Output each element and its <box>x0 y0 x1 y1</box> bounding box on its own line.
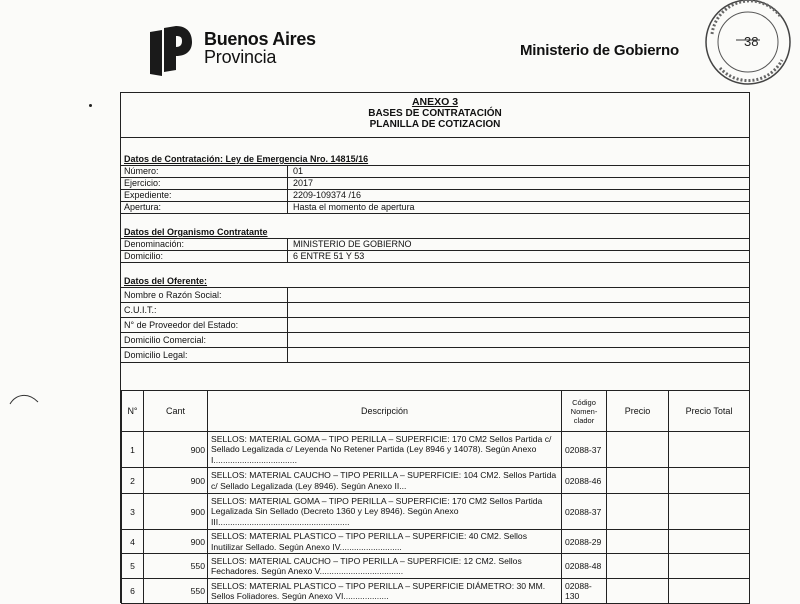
section-organismo <box>121 227 749 239</box>
field-label: Ejercicio: <box>121 178 288 189</box>
field-label: N° de Proveedor del Estado: <box>121 318 288 332</box>
row-total[interactable] <box>669 494 750 530</box>
field-value: 2017 <box>293 178 314 188</box>
col-header-precio: Precio <box>607 391 669 432</box>
annex-subtitle-2: PLANILLA DE COTIZACION <box>369 119 501 130</box>
field-row-proveedor <box>121 318 749 333</box>
field-row-ejercicio <box>121 178 749 190</box>
field-label: Domicilio Comercial: <box>121 333 288 347</box>
field-label: Nombre o Razón Social: <box>121 288 288 302</box>
row-desc: SELLOS: MATERIAL PLASTICO – TIPO PERILLA – SUPERFICIE: 40 CM2. Sellos Inutilizar Sellado. Según Anexo IV.......................... <box>208 530 562 554</box>
row-cant: 900 <box>144 468 208 494</box>
field-value: MINISTERIO DE GOBIERNO <box>293 239 412 249</box>
row-precio[interactable] <box>607 468 669 494</box>
section-contratacion-label: Datos de Contratación: Ley de Emergencia Nro. 14815/16 <box>124 154 369 164</box>
field-value-blank[interactable] <box>288 348 749 362</box>
col-header-code: Código Nomen- clador <box>562 391 607 432</box>
row-desc: SELLOS: MATERIAL GOMA – TIPO PERILLA – SUPERFICIE: 170 CM2 Sellos Partida Legalizada Sin Sellado (Decreto 1360 y Ley 8946). Según Anexo III....................................................... <box>208 494 562 530</box>
ministry-title: Ministerio de Gobierno <box>520 42 679 59</box>
row-code: 02088-48 <box>562 554 607 579</box>
row-num: 1 <box>122 432 144 468</box>
row-precio[interactable] <box>607 530 669 554</box>
section-organismo-label: Datos del Organismo Contratante <box>124 227 268 237</box>
field-row-numero <box>121 166 749 178</box>
buenos-aires-logo-icon <box>148 24 194 78</box>
field-row-cuit <box>121 303 749 318</box>
row-cant: 900 <box>144 494 208 530</box>
field-row-apertura <box>121 202 749 214</box>
field-value: 01 <box>293 166 304 176</box>
field-label: C.U.I.T.: <box>121 303 288 317</box>
row-code: 02088-37 <box>562 494 607 530</box>
col-header-cant: Cant <box>144 391 208 432</box>
brand-line-1: Buenos Aires <box>204 29 316 49</box>
row-precio[interactable] <box>607 554 669 579</box>
row-total[interactable] <box>669 554 750 579</box>
row-desc: SELLOS: MATERIAL CAUCHO – TIPO PERILLA – SUPERFICIE: 104 CM2. Sellos Partida c/ Sellado Legalizada (Ley 8946). Según Anexo II... <box>208 468 562 494</box>
row-code: 02088-37 <box>562 432 607 468</box>
field-value-blank[interactable] <box>288 333 749 347</box>
col-header-num: N° <box>122 391 144 432</box>
row-total[interactable] <box>669 432 750 468</box>
brand-name <box>204 30 316 66</box>
row-code: 02088-130 <box>562 579 607 604</box>
field-label: Domicilio: <box>121 251 288 262</box>
field-label: Expediente: <box>121 190 288 201</box>
row-precio[interactable] <box>607 494 669 530</box>
table-row <box>122 494 750 530</box>
field-value-blank[interactable] <box>288 288 749 302</box>
section-oferente <box>121 276 749 288</box>
quotation-sheet <box>120 92 750 603</box>
field-row-domicilio <box>121 251 749 263</box>
annex-subtitle-1: BASES DE CONTRATACIÓN <box>368 108 502 119</box>
items-table <box>121 390 750 604</box>
stamp-number: 38 <box>744 34 759 49</box>
row-code: 02088-46 <box>562 468 607 494</box>
col-header-total: Precio Total <box>669 391 750 432</box>
ink-dot <box>89 104 92 107</box>
field-value: Hasta el momento de apertura <box>293 202 415 212</box>
field-row-domicilio-legal <box>121 348 749 363</box>
section-oferente-label: Datos del Oferente: <box>124 276 208 286</box>
row-desc: SELLOS: MATERIAL PLASTICO – TIPO PERILLA – SUPERFICIE DIÁMETRO: 30 MM. Sellos Foliadores. Según Anexo VI................... <box>208 579 562 604</box>
row-total[interactable] <box>669 530 750 554</box>
row-code: 02088-29 <box>562 530 607 554</box>
annex-title: ANEXO 3 <box>411 96 459 108</box>
field-value: 2209-109374 /16 <box>293 190 362 200</box>
field-row-denominacion <box>121 239 749 251</box>
field-label: Denominación: <box>121 239 288 250</box>
field-label: Apertura: <box>121 202 288 213</box>
row-cant: 900 <box>144 530 208 554</box>
row-num: 6 <box>122 579 144 604</box>
field-row-domicilio-comercial <box>121 333 749 348</box>
field-value: 6 ENTRE 51 Y 53 <box>293 251 365 261</box>
row-num: 2 <box>122 468 144 494</box>
field-label: Domicilio Legal: <box>121 348 288 362</box>
section-contratacion <box>121 154 749 166</box>
table-row <box>122 530 750 554</box>
row-total[interactable] <box>669 468 750 494</box>
row-desc: SELLOS: MATERIAL CAUCHO – TIPO PERILLA – SUPERFICIE: 12 CM2. Sellos Fechadores. Según Anexo V................................... <box>208 554 562 579</box>
row-num: 4 <box>122 530 144 554</box>
table-row <box>122 432 750 468</box>
brand-line-2: Provincia <box>204 47 277 67</box>
field-row-razon-social <box>121 288 749 303</box>
annex-header <box>121 93 749 138</box>
table-header-row <box>122 391 750 432</box>
field-value-blank[interactable] <box>288 318 749 332</box>
row-desc: SELLOS: MATERIAL GOMA – TIPO PERILLA – SUPERFICIE: 170 CM2 Sellos Partida c/ Sellado Legalizada c/ Leyenda No Retener Partida (Ley 8946 y 14078). Según Anexo I................................... <box>208 432 562 468</box>
table-row <box>122 554 750 579</box>
row-num: 3 <box>122 494 144 530</box>
table-row <box>122 468 750 494</box>
field-label: Número: <box>121 166 288 177</box>
field-value-blank[interactable] <box>288 303 749 317</box>
row-precio[interactable] <box>607 432 669 468</box>
row-num: 5 <box>122 554 144 579</box>
field-row-expediente <box>121 190 749 202</box>
row-cant: 900 <box>144 432 208 468</box>
col-header-desc: Descripción <box>208 391 562 432</box>
row-cant: 550 <box>144 579 208 604</box>
official-seal-stamp <box>700 0 796 90</box>
row-cant: 550 <box>144 554 208 579</box>
pen-mark-icon <box>6 388 46 412</box>
